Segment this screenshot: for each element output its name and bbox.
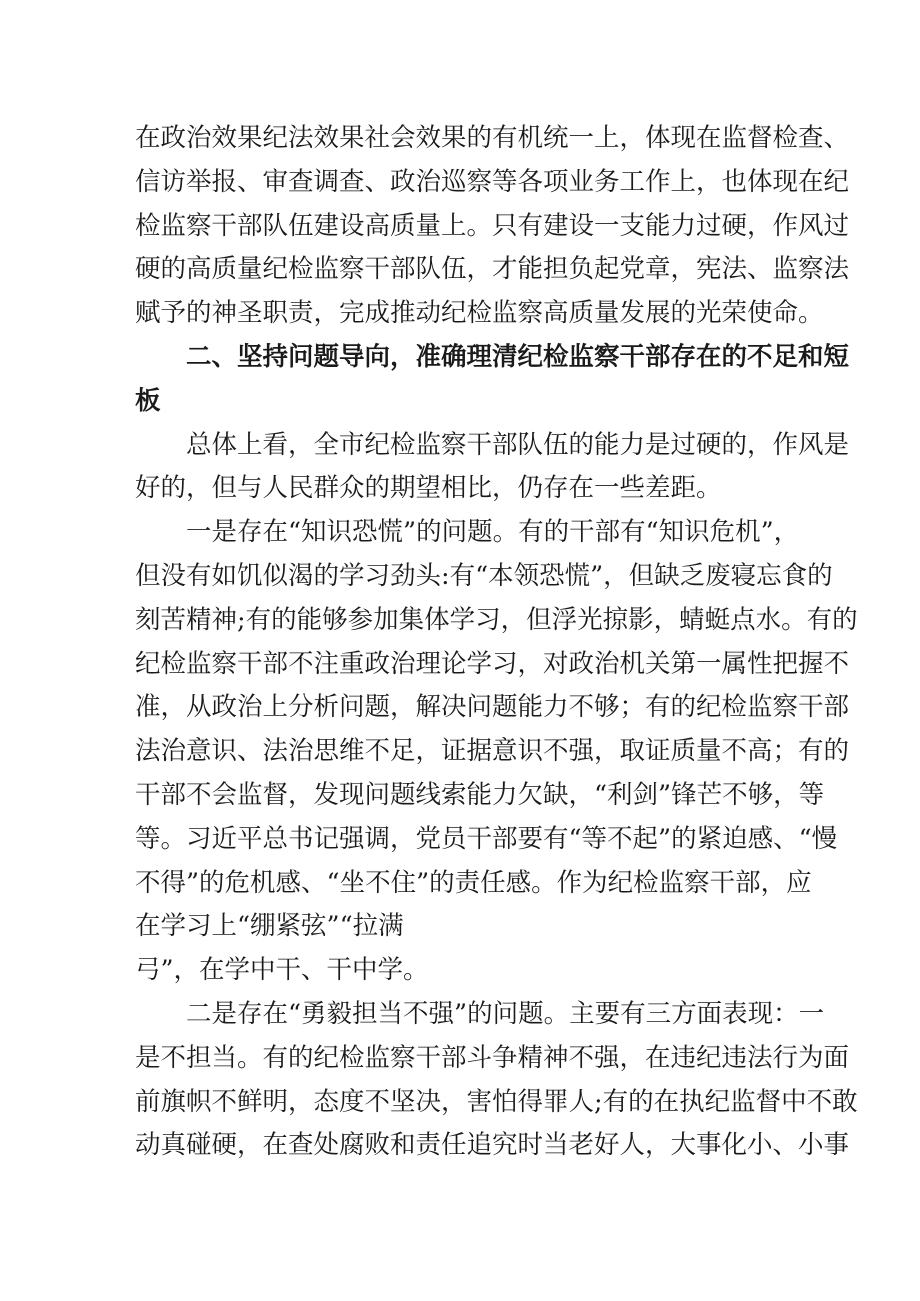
paragraph-line: 检监察干部队伍建设高质量上。只有建设一支能力过硬，作风过 <box>135 210 850 241</box>
paragraph-line: 在学习上“绷紧弦”“拉满 <box>135 911 404 942</box>
paragraph-line: 但没有如饥似渴的学习劲头:有“本领恐慌”，但缺乏废寝忘食的 <box>135 560 833 591</box>
paragraph-line: 动真碰硬，在查处腐败和责任追究时当老好人，大事化小、小事 <box>135 1130 850 1161</box>
paragraph-line: 一是存在“知识恐慌”的问题。有的干部有“知识危机”， <box>186 517 800 548</box>
section-heading-line: 二、坚持问题导向，准确理清纪检监察干部存在的不足和短 <box>186 341 850 372</box>
paragraph-line: 纪检监察干部不注重政治理论学习，对政治机关第一属性把握不 <box>135 648 850 679</box>
paragraph-line: 不得”的危机感、“坐不住”的责任感。作为纪检监察干部，应 <box>135 867 812 898</box>
paragraph-line: 前旗帜不鲜明，态度不坚决，害怕得罪人;有的在执纪监督中不敢 <box>135 1086 858 1117</box>
paragraph-line: 是不担当。有的纪检监察干部斗争精神不强，在违纪违法行为面 <box>135 1042 850 1073</box>
paragraph-line: 好的，但与人民群众的期望相比，仍存在一些差距。 <box>135 473 722 504</box>
paragraph-line: 硬的高质量纪检监察干部队伍，才能担负起党章，宪法、监察法 <box>135 254 850 285</box>
paragraph-line: 法治意识、法治思维不足，证据意识不强，取证质量不高；有的 <box>135 736 850 767</box>
body-text <box>135 117 858 1168</box>
section-heading-line: 板 <box>135 385 161 416</box>
paragraph-line: 二是存在“勇毅担当不强”的问题。主要有三方面表现：一 <box>186 998 825 1029</box>
paragraph-line: 刻苦精神;有的能够参加集体学习，但浮光掠影，蜻蜓点水。有的 <box>135 604 858 635</box>
paragraph-line: 弓”，在学中干、干中学。 <box>135 955 429 986</box>
paragraph-line: 在政治效果纪法效果社会效果的有机统一上，体现在监督检查、 <box>135 123 850 153</box>
paragraph-line: 准，从政治上分析问题，解决问题能力不够；有的纪检监察干部 <box>135 692 850 723</box>
paragraph-line: 干部不会监督，发现问题线索能力欠缺，“利剑”锋芒不够，等 <box>135 779 825 810</box>
paragraph-line: 总体上看，全市纪检监察干部队伍的能力是过硬的，作风是 <box>186 429 850 460</box>
paragraph-line: 等。习近平总书记强调，党员干部要有“等不起”的紧迫感、“慢 <box>135 823 838 854</box>
paragraph-line: 赋予的神圣职责，完成推动纪检监察高质量发展的光荣使命。 <box>135 298 824 329</box>
paragraph-line: 信访举报、审查调查、政治巡察等各项业务工作上，也体现在纪 <box>135 166 850 197</box>
